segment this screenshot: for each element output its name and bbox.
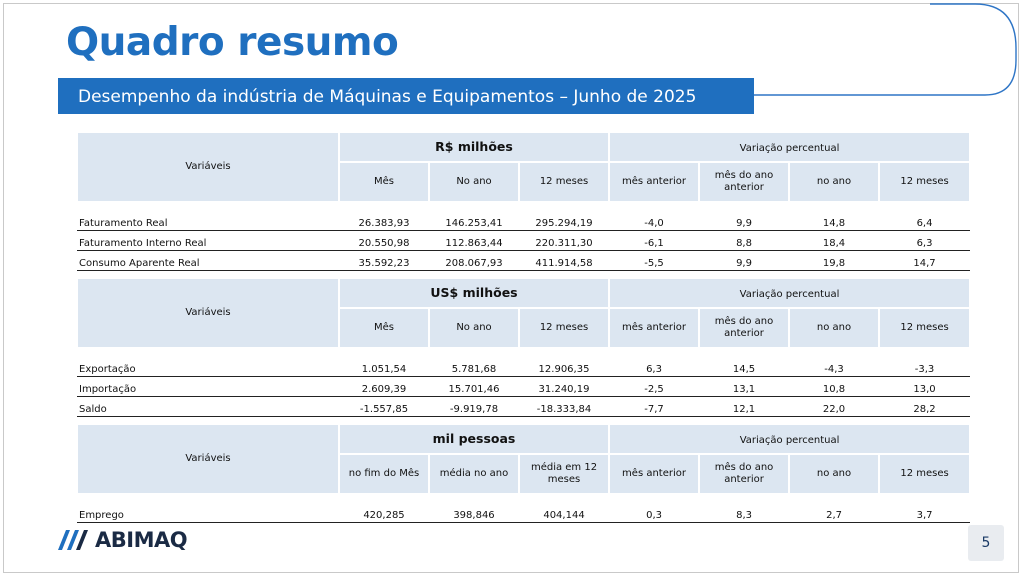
column-header: média no ano [429, 454, 519, 494]
page-number: 5 [968, 525, 1004, 561]
table-cell: 398,846 [429, 503, 519, 523]
unit-group-header: US$ milhões [339, 278, 609, 308]
table-cell: 220.311,30 [519, 231, 609, 251]
table-row [77, 397, 970, 417]
table-cell: -6,1 [609, 231, 699, 251]
table-cell: 404,144 [519, 503, 609, 523]
table-cell: 15.701,46 [429, 377, 519, 397]
row-label: Consumo Aparente Real [77, 251, 339, 271]
variation-group-header: Variação percentual [609, 424, 970, 454]
row-label: Emprego [77, 503, 339, 523]
variation-group-header: Variação percentual [609, 278, 970, 308]
table-cell: -9.919,78 [429, 397, 519, 417]
table-cell: 2,7 [789, 503, 879, 523]
table-cell: 9,9 [699, 211, 789, 231]
table-cell: 12.906,35 [519, 357, 609, 377]
table-cell: 6,3 [609, 357, 699, 377]
subtitle-banner: Desempenho da indústria de Máquinas e Equipamentos – Junho de 2025 [58, 78, 754, 114]
page-title: Quadro resumo [66, 20, 399, 65]
table-cell: 19,8 [789, 251, 879, 271]
row-label: Faturamento Interno Real [77, 231, 339, 251]
table-cell: 8,8 [699, 231, 789, 251]
column-header: 12 meses [879, 454, 970, 494]
column-header: média em 12 meses [519, 454, 609, 494]
column-header: 12 meses [879, 162, 970, 202]
table-cell: 14,7 [879, 251, 970, 271]
table-cell: 9,9 [699, 251, 789, 271]
table-cell: -4,3 [789, 357, 879, 377]
table-cell: 411.914,58 [519, 251, 609, 271]
table-cell: 208.067,93 [429, 251, 519, 271]
column-header: mês do ano anterior [699, 308, 789, 348]
table-cell: 6,4 [879, 211, 970, 231]
table-cell: -1.557,85 [339, 397, 429, 417]
summary-table-revenue [76, 131, 971, 271]
table-row [77, 377, 970, 397]
table-cell: 146.253,41 [429, 211, 519, 231]
row-label: Faturamento Real [77, 211, 339, 231]
row-label: Saldo [77, 397, 339, 417]
table-row [77, 211, 970, 231]
column-header: 12 meses [519, 308, 609, 348]
table-cell: 14,8 [789, 211, 879, 231]
table-cell: 10,8 [789, 377, 879, 397]
table-cell: 1.051,54 [339, 357, 429, 377]
table-cell: 35.592,23 [339, 251, 429, 271]
variables-header: Variáveis [77, 424, 339, 494]
table-cell: 22,0 [789, 397, 879, 417]
summary-table-trade [76, 277, 971, 417]
unit-group-header: mil pessoas [339, 424, 609, 454]
column-header: Mês [339, 162, 429, 202]
column-header: 12 meses [879, 308, 970, 348]
table-cell: 295.294,19 [519, 211, 609, 231]
table-cell: 13,1 [699, 377, 789, 397]
summary-table-employment [76, 423, 971, 523]
table-cell: -2,5 [609, 377, 699, 397]
table-cell: 18,4 [789, 231, 879, 251]
table-cell: 3,7 [879, 503, 970, 523]
table-cell: 112.863,44 [429, 231, 519, 251]
table-cell: 31.240,19 [519, 377, 609, 397]
variables-header: Variáveis [77, 132, 339, 202]
table-cell: 26.383,93 [339, 211, 429, 231]
logo-text: ABIMAQ [95, 528, 188, 552]
table-row [77, 503, 970, 523]
table-cell: -5,5 [609, 251, 699, 271]
table-cell: 8,3 [699, 503, 789, 523]
table-cell: -4,0 [609, 211, 699, 231]
table-cell: 12,1 [699, 397, 789, 417]
abimaq-logo [58, 528, 187, 552]
variation-group-header: Variação percentual [609, 132, 970, 162]
row-label: Exportação [77, 357, 339, 377]
column-header: mês anterior [609, 454, 699, 494]
unit-group-header: R$ milhões [339, 132, 609, 162]
column-header: no fim do Mês [339, 454, 429, 494]
column-header: mês do ano anterior [699, 162, 789, 202]
table-cell: 6,3 [879, 231, 970, 251]
column-header: No ano [429, 162, 519, 202]
column-header: mês anterior [609, 162, 699, 202]
table-cell: -18.333,84 [519, 397, 609, 417]
column-header: mês anterior [609, 308, 699, 348]
table-cell: 14,5 [699, 357, 789, 377]
table-cell: -3,3 [879, 357, 970, 377]
table-cell: 420,285 [339, 503, 429, 523]
table-cell: 0,3 [609, 503, 699, 523]
column-header: 12 meses [519, 162, 609, 202]
column-header: no ano [789, 162, 879, 202]
table-cell: 2.609,39 [339, 377, 429, 397]
table-row [77, 231, 970, 251]
variables-header: Variáveis [77, 278, 339, 348]
column-header: no ano [789, 454, 879, 494]
table-cell: 13,0 [879, 377, 970, 397]
column-header: No ano [429, 308, 519, 348]
column-header: no ano [789, 308, 879, 348]
table-cell: 28,2 [879, 397, 970, 417]
table-cell: 5.781,68 [429, 357, 519, 377]
table-row [77, 357, 970, 377]
table-row [77, 251, 970, 271]
table-cell: 20.550,98 [339, 231, 429, 251]
column-header: Mês [339, 308, 429, 348]
table-cell: -7,7 [609, 397, 699, 417]
column-header: mês do ano anterior [699, 454, 789, 494]
row-label: Importação [77, 377, 339, 397]
logo-mark-icon [58, 530, 92, 550]
